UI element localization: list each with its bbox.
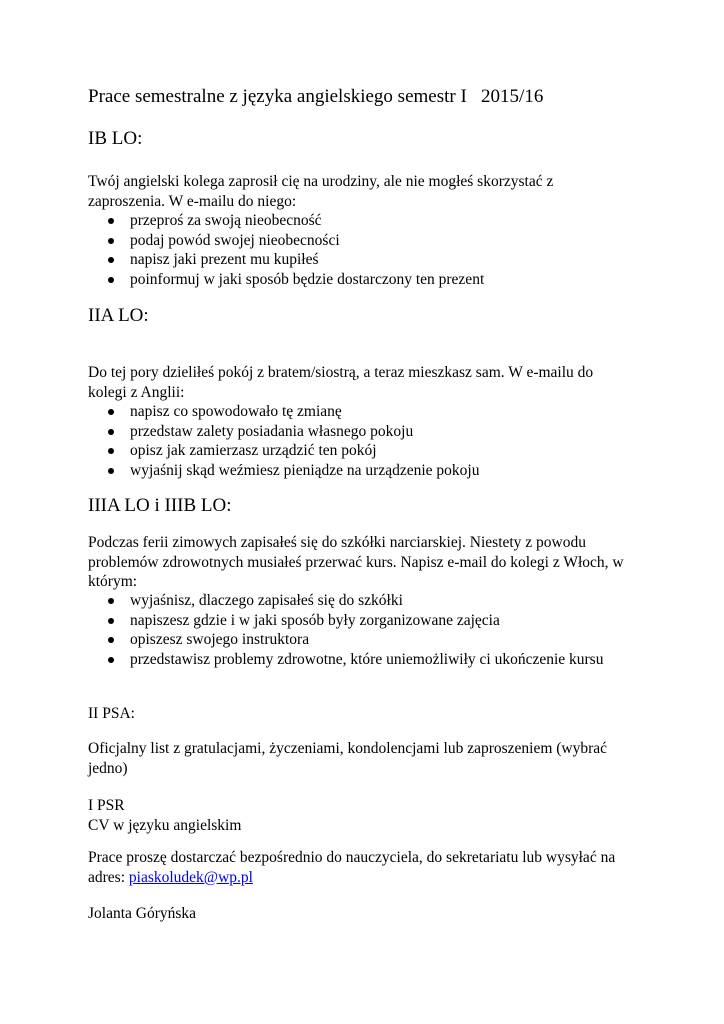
- list-item-text: opisz jak zamierzasz urządzić ten pokój: [130, 442, 377, 459]
- list-item: [88, 270, 648, 290]
- section-heading-iiia-iiib-lo: IIIA LO i IIIB LO:: [88, 495, 232, 516]
- signature: Jolanta Góryńska: [88, 905, 197, 922]
- intro-line: którym:: [88, 573, 138, 590]
- bullet-icon: [108, 409, 114, 415]
- bullet-icon: [108, 277, 114, 283]
- list-item: [88, 630, 648, 650]
- list-item-text: napiszesz gdzie i w jaki sposób były zorganizowane zajęcia: [130, 611, 500, 629]
- list-item-text: wyjaśnisz, dlaczego zapisałeś się do szkółki: [130, 592, 403, 609]
- psa-text-line: jedno): [88, 759, 128, 777]
- bullet-icon: [108, 618, 114, 624]
- psr-block: [88, 796, 628, 835]
- intro-line: kolegi z Anglii:: [88, 383, 185, 401]
- bullet-icon: [108, 218, 114, 224]
- list-item-text: przeproś za swoją nieobecność: [130, 212, 322, 229]
- list-item: [88, 461, 648, 481]
- bullet-list-iia-lo: [88, 402, 648, 480]
- delivery-note: [88, 848, 648, 887]
- email-link[interactable]: piaskoludek@wp.pl: [128, 868, 253, 886]
- list-item-text: wyjaśnij skąd weźmiesz pieniądze na urządzenie pokoju: [130, 461, 480, 479]
- list-item: [88, 591, 648, 611]
- bullet-icon: [108, 448, 114, 454]
- list-item: [88, 650, 648, 670]
- psa-heading: II PSA:: [88, 705, 135, 722]
- psa-text: [88, 739, 628, 778]
- list-item-text: podaj powód swojej nieobecności: [130, 231, 340, 249]
- section-intro-ib-lo: [88, 172, 628, 211]
- list-item: [88, 211, 648, 231]
- bullet-list-iiia-iiib-lo: [88, 591, 648, 669]
- list-item: [88, 422, 648, 442]
- bullet-icon: [108, 468, 114, 474]
- bullet-icon: [108, 637, 114, 643]
- psa-text-line: Oficjalny list z gratulacjami, życzeniami, kondolencjami lub zaproszeniem (wybrać: [88, 740, 608, 757]
- list-item: [88, 250, 648, 270]
- section-heading-ib-lo: IB LO:: [88, 128, 143, 149]
- list-item-text: napisz co spowodowało tę zmianę: [130, 403, 342, 420]
- list-item: [88, 441, 648, 461]
- delivery-address-label: adres:: [88, 868, 129, 886]
- section-heading-iia-lo: IIA LO:: [88, 305, 149, 326]
- delivery-text-line: Prace proszę dostarczać bezpośrednio do nauczyciela, do sekretariatu lub wysyłać na: [88, 849, 616, 866]
- list-item-text: opiszesz swojego instruktora: [130, 631, 310, 648]
- intro-line: zaproszenia. W e-mailu do niego:: [88, 192, 297, 210]
- bullet-icon: [108, 257, 114, 263]
- list-item-text: przedstaw zalety posiadania własnego pokoju: [130, 422, 414, 440]
- bullet-icon: [108, 598, 114, 604]
- list-item-text: przedstawisz problemy zdrowotne, które uniemożliwiły ci ukończenie kursu: [130, 650, 604, 668]
- bullet-icon: [108, 429, 114, 435]
- bullet-icon: [108, 238, 114, 244]
- psr-heading: I PSR: [88, 797, 125, 814]
- section-intro-iiia-iiib-lo: [88, 533, 628, 592]
- document-title: Prace semestralne z języka angielskiego semestr I 2015/16: [88, 86, 544, 107]
- list-item: [88, 611, 648, 631]
- psr-text: CV w języku angielskim: [88, 816, 242, 834]
- bullet-list-ib-lo: [88, 211, 648, 289]
- intro-line: Podczas ferii zimowych zapisałeś się do szkółki narciarskiej. Niestety z powodu: [88, 534, 587, 551]
- bullet-icon: [108, 657, 114, 663]
- list-item-text: poinformuj w jaki sposób będzie dostarczony ten prezent: [130, 270, 485, 288]
- list-item: [88, 402, 648, 422]
- section-intro-iia-lo: [88, 363, 628, 402]
- intro-line: Do tej pory dzieliłeś pokój z bratem/siostrą, a teraz mieszkasz sam. W e-mailu do: [88, 364, 594, 381]
- list-item-text: napisz jaki prezent mu kupiłeś: [130, 251, 319, 268]
- intro-line: problemów zdrowotnych musiałeś przerwać kurs. Napisz e-mail do kolegi z Włoch, w: [88, 553, 624, 571]
- list-item: [88, 231, 648, 251]
- intro-line: Twój angielski kolega zaprosił cię na urodziny, ale nie mogłeś skorzystać z: [88, 173, 554, 190]
